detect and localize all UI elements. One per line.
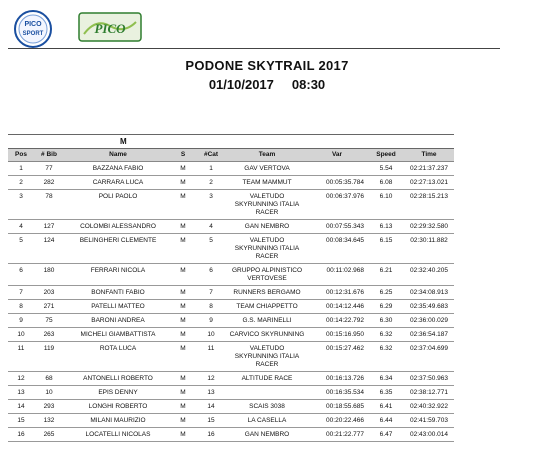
cell-time: 02:40:32.922 [404,400,454,414]
cell-name: ROTA LUCA [64,342,172,372]
cell-var: 00:14:22.792 [306,314,368,328]
cell-var: 00:07:55.343 [306,220,368,234]
cell-var: 00:16:35.534 [306,386,368,400]
col-header-sex: S [172,149,194,162]
cell-cat: 13 [194,386,228,400]
cell-bib: 203 [34,286,64,300]
cell-pos: 2 [8,176,34,190]
cell-team: VALETUDO SKYRUNNING ITALIA RACER [228,190,306,220]
cell-var: 00:12:31.676 [306,286,368,300]
cell-sex: M [172,190,194,220]
cell-team [228,386,306,400]
cell-time: 02:37:50.963 [404,372,454,386]
cell-cat: 4 [194,220,228,234]
cell-sex: M [172,314,194,328]
cell-var: 00:11:02.968 [306,264,368,286]
cell-pos: 12 [8,372,34,386]
cell-sex: M [172,328,194,342]
col-header-var: Var [306,149,368,162]
cell-sex: M [172,286,194,300]
cell-name: BARONI ANDREA [64,314,172,328]
cell-cat: 6 [194,264,228,286]
cell-name: MILANI MAURIZIO [64,414,172,428]
cell-speed: 6.32 [368,342,404,372]
cell-bib: 78 [34,190,64,220]
cell-name: LOCATELLI NICOLAS [64,428,172,442]
cell-bib: 132 [34,414,64,428]
table-row [8,190,454,220]
cell-bib: 119 [34,342,64,372]
table-row [8,414,454,428]
table-row [8,286,454,300]
cell-speed: 5.54 [368,162,404,176]
cell-name: COLOMBI ALESSANDRO [64,220,172,234]
svg-text:SPORT: SPORT [22,31,44,37]
table-row [8,234,454,264]
cell-var: 00:16:13.726 [306,372,368,386]
cell-cat: 12 [194,372,228,386]
cell-time: 02:34:08.913 [404,286,454,300]
cell-sex: M [172,414,194,428]
cell-cat: 14 [194,400,228,414]
cell-sex: M [172,428,194,442]
cell-name: BAZZANA FABIO [64,162,172,176]
cell-bib: 68 [34,372,64,386]
cell-sex: M [172,400,194,414]
cell-sex: M [172,264,194,286]
cell-pos: 7 [8,286,34,300]
cell-bib: 75 [34,314,64,328]
header-divider [8,48,500,49]
cell-sex: M [172,300,194,314]
table-header-row [8,149,454,162]
cell-cat: 7 [194,286,228,300]
cell-speed: 6.41 [368,400,404,414]
cell-speed: 6.10 [368,190,404,220]
table-row [8,342,454,372]
cell-team: ALTITUDE RACE [228,372,306,386]
cell-pos: 4 [8,220,34,234]
cell-pos: 14 [8,400,34,414]
cell-team: LA CASELLA [228,414,306,428]
cell-cat: 8 [194,300,228,314]
cell-var [306,162,368,176]
pico-sport-logo [14,10,52,48]
col-header-team: Team [228,149,306,162]
table-row [8,314,454,328]
table-row [8,220,454,234]
cell-pos: 1 [8,162,34,176]
cell-speed: 6.29 [368,300,404,314]
cell-name: MICHELI GIAMBATTISTA [64,328,172,342]
cell-speed: 6.13 [368,220,404,234]
cell-bib: 127 [34,220,64,234]
cell-bib: 271 [34,300,64,314]
cell-time: 02:41:59.703 [404,414,454,428]
cell-var: 00:20:22.466 [306,414,368,428]
cell-pos: 8 [8,300,34,314]
col-header-speed: Speed [368,149,404,162]
cell-pos: 9 [8,314,34,328]
cell-bib: 265 [34,428,64,442]
cell-time: 02:32:40.205 [404,264,454,286]
cell-time: 02:37:04.699 [404,342,454,372]
cell-pos: 5 [8,234,34,264]
cell-var: 00:08:34.645 [306,234,368,264]
cell-team: GRUPPO ALPINISTICO VERTOVESE [228,264,306,286]
cell-team: CARVICO SKYRUNNING [228,328,306,342]
table-row [8,162,454,176]
cell-name: BELINGHERI CLEMENTE [64,234,172,264]
cell-name: POLI PAOLO [64,190,172,220]
cell-pos: 10 [8,328,34,342]
cell-team: SCAIS 3038 [228,400,306,414]
cell-var: 00:14:12.446 [306,300,368,314]
results-table-container [8,134,454,442]
race-datetime [0,77,534,92]
cell-cat: 2 [194,176,228,190]
cell-name: FERRARI NICOLA [64,264,172,286]
cell-time: 02:35:49.683 [404,300,454,314]
cell-sex: M [172,220,194,234]
cell-team: GAV VERTOVA [228,162,306,176]
cell-speed: 6.35 [368,386,404,400]
cell-cat: 3 [194,190,228,220]
cell-bib: 293 [34,400,64,414]
col-header-cat: #Cat [194,149,228,162]
col-header-bib: # Bib [34,149,64,162]
cell-time: 02:28:15.213 [404,190,454,220]
cell-pos: 11 [8,342,34,372]
cell-cat: 15 [194,414,228,428]
cell-var: 00:15:27.462 [306,342,368,372]
cell-team: VALETUDO SKYRUNNING ITALIA RACER [228,342,306,372]
cell-team: GAN NEMBRO [228,220,306,234]
race-time: 08:30 [291,77,326,92]
gender-group-label: M [120,137,127,146]
cell-var: 00:06:37.976 [306,190,368,220]
cell-var: 00:18:55.685 [306,400,368,414]
cell-pos: 3 [8,190,34,220]
cell-cat: 16 [194,428,228,442]
race-title: PODONE SKYTRAIL 2017 [185,58,349,73]
cell-bib: 282 [34,176,64,190]
cell-pos: 16 [8,428,34,442]
col-header-name: Name [64,149,172,162]
cell-var: 00:21:22.777 [306,428,368,442]
cell-time: 02:30:11.882 [404,234,454,264]
cell-name: ANTONELLI ROBERTO [64,372,172,386]
cell-pos: 15 [8,414,34,428]
svg-text:PICO: PICO [94,21,126,36]
cell-team: GAN NEMBRO [228,428,306,442]
cell-bib: 180 [34,264,64,286]
cell-time: 02:29:32.580 [404,220,454,234]
cell-sex: M [172,372,194,386]
cell-sex: M [172,342,194,372]
cell-sex: M [172,234,194,264]
cell-time: 02:36:00.029 [404,314,454,328]
cell-cat: 11 [194,342,228,372]
cell-time: 02:21:37.237 [404,162,454,176]
svg-text:PICO: PICO [24,21,42,28]
cell-speed: 6.08 [368,176,404,190]
cell-team: G.S. MARINELLI [228,314,306,328]
cell-speed: 6.30 [368,314,404,328]
table-row [8,264,454,286]
cell-name: PATELLI MATTEO [64,300,172,314]
results-table [8,149,454,442]
cell-name: EPIS DENNY [64,386,172,400]
cell-sex: M [172,162,194,176]
cell-cat: 1 [194,162,228,176]
cell-bib: 10 [34,386,64,400]
cell-name: LONGHI ROBERTO [64,400,172,414]
pico-logo [78,12,142,42]
cell-team: VALETUDO SKYRUNNING ITALIA RACER [228,234,306,264]
cell-team: TEAM MAMMUT [228,176,306,190]
cell-name: BONFANTI FABIO [64,286,172,300]
table-row [8,386,454,400]
col-header-time: Time [404,149,454,162]
cell-sex: M [172,386,194,400]
table-row [8,428,454,442]
race-date: 01/10/2017 [208,77,274,92]
cell-bib: 124 [34,234,64,264]
cell-var: 00:05:35.784 [306,176,368,190]
cell-pos: 6 [8,264,34,286]
cell-time: 02:27:13.021 [404,176,454,190]
col-header-pos: Pos [8,149,34,162]
cell-bib: 77 [34,162,64,176]
cell-cat: 10 [194,328,228,342]
table-row [8,372,454,386]
table-row [8,300,454,314]
cell-speed: 6.34 [368,372,404,386]
cell-speed: 6.32 [368,328,404,342]
cell-time: 02:36:54.187 [404,328,454,342]
cell-speed: 6.47 [368,428,404,442]
cell-time: 02:38:12.771 [404,386,454,400]
cell-team: TEAM CHIAPPETTO [228,300,306,314]
cell-name: CARRARA LUCA [64,176,172,190]
cell-time: 02:43:00.014 [404,428,454,442]
cell-var: 00:15:16.950 [306,328,368,342]
cell-cat: 5 [194,234,228,264]
cell-pos: 13 [8,386,34,400]
cell-bib: 263 [34,328,64,342]
cell-speed: 6.44 [368,414,404,428]
table-row [8,328,454,342]
cell-cat: 9 [194,314,228,328]
cell-speed: 6.25 [368,286,404,300]
gender-group-bar [8,134,454,149]
table-row [8,176,454,190]
cell-speed: 6.21 [368,264,404,286]
table-row [8,400,454,414]
cell-speed: 6.15 [368,234,404,264]
cell-team: RUNNERS BERGAMO [228,286,306,300]
results-body [8,162,454,442]
cell-sex: M [172,176,194,190]
